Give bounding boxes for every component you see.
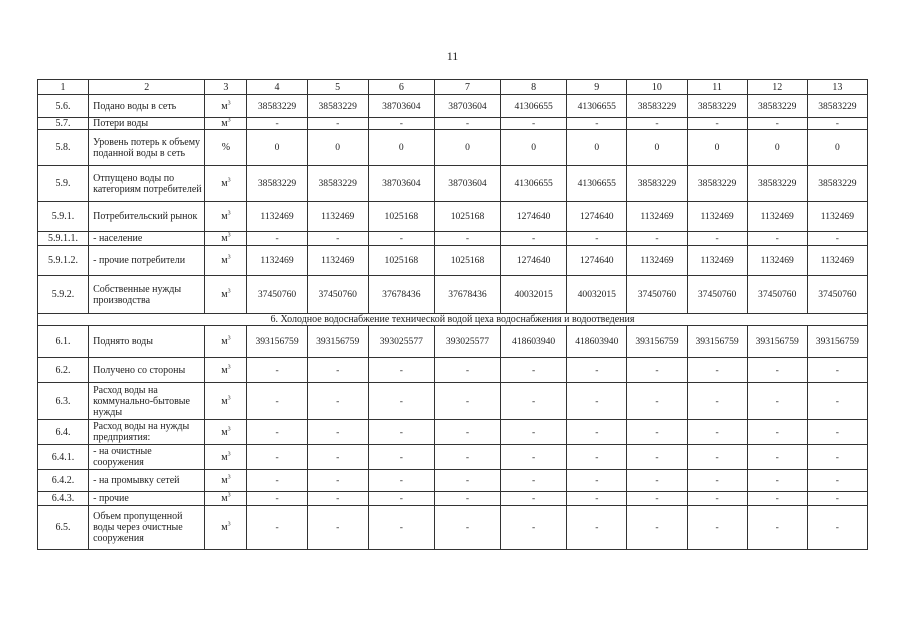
table-row	[38, 202, 868, 232]
unit-cell	[205, 420, 247, 445]
unit-exponent: 3	[227, 177, 231, 184]
value-cell: 0	[807, 130, 867, 166]
value-cell: 38583229	[627, 95, 687, 118]
value-cell: 0	[687, 130, 747, 166]
indicator-name: Отпущено воды по категориям потребителей	[89, 166, 205, 202]
value-cell: -	[501, 470, 567, 492]
value-cell: 0	[627, 130, 687, 166]
unit-cell	[205, 202, 247, 232]
value-cell: -	[434, 506, 500, 550]
table-row	[38, 506, 868, 550]
value-cell: 38583229	[747, 95, 807, 118]
unit-label: м	[221, 395, 228, 407]
page-number: 11	[446, 49, 459, 63]
row-number: 5.9.	[38, 166, 89, 202]
value-cell: 0	[747, 130, 807, 166]
value-cell: -	[434, 383, 500, 420]
header-cell: 4	[247, 80, 307, 95]
value-cell: -	[368, 506, 434, 550]
indicator-name: Получено со стороны	[89, 358, 205, 383]
header-cell: 9	[567, 80, 627, 95]
value-cell: -	[434, 445, 500, 470]
value-cell: -	[307, 445, 368, 470]
unit-exponent: 3	[227, 426, 231, 433]
value-cell: 1025168	[434, 202, 500, 232]
value-cell: 1274640	[567, 202, 627, 232]
table-row	[38, 326, 868, 358]
header-cell: 5	[307, 80, 368, 95]
value-cell: 38703604	[434, 95, 500, 118]
header-cell: 7	[434, 80, 500, 95]
indicator-name: - прочие	[89, 492, 205, 506]
value-cell: 1132469	[307, 246, 368, 276]
value-cell: 418603940	[567, 326, 627, 358]
table-row	[38, 232, 868, 246]
unit-label: м	[221, 336, 228, 347]
value-cell: -	[807, 118, 867, 130]
value-cell: -	[807, 358, 867, 383]
row-number: 5.9.1.1.	[38, 232, 89, 246]
indicator-name: - прочие потребители	[89, 246, 205, 276]
section-title: 6. Холодное водоснабжение технической водой цеха водоснабжения и водоотведения	[38, 314, 868, 326]
value-cell: -	[747, 470, 807, 492]
value-cell: -	[434, 118, 500, 130]
value-cell: -	[627, 506, 687, 550]
unit-exponent: 3	[227, 117, 231, 124]
value-cell: 393156759	[307, 326, 368, 358]
row-number: 5.8.	[38, 130, 89, 166]
value-cell: -	[687, 358, 747, 383]
value-cell: -	[307, 492, 368, 506]
value-cell: 40032015	[567, 276, 627, 314]
value-cell: 0	[247, 130, 307, 166]
value-cell: -	[434, 232, 500, 246]
row-number: 6.5.	[38, 506, 89, 550]
value-cell: 38583229	[307, 166, 368, 202]
value-cell: -	[247, 232, 307, 246]
value-cell: -	[567, 470, 627, 492]
row-number: 6.3.	[38, 383, 89, 420]
unit-cell	[205, 445, 247, 470]
value-cell: -	[247, 470, 307, 492]
value-cell: -	[501, 232, 567, 246]
value-cell: 393025577	[434, 326, 500, 358]
value-cell: 1025168	[368, 202, 434, 232]
value-cell: -	[501, 420, 567, 445]
unit-exponent: 3	[227, 100, 231, 107]
unit-label: %	[221, 142, 231, 153]
value-cell: 37450760	[247, 276, 307, 314]
value-cell: -	[368, 383, 434, 420]
value-cell: 0	[368, 130, 434, 166]
value-cell: 38583229	[807, 95, 867, 118]
value-cell: 418603940	[501, 326, 567, 358]
value-cell: 37450760	[687, 276, 747, 314]
unit-label: м	[221, 522, 228, 533]
value-cell: -	[747, 420, 807, 445]
value-cell: 1132469	[807, 202, 867, 232]
value-cell: 1132469	[687, 246, 747, 276]
value-cell: 1025168	[434, 246, 500, 276]
value-cell: -	[687, 506, 747, 550]
value-cell: -	[627, 232, 687, 246]
value-cell: -	[567, 506, 627, 550]
value-cell: -	[807, 470, 867, 492]
unit-label: м	[221, 178, 228, 189]
value-cell: -	[807, 492, 867, 506]
indicator-name: Собственные нужды производства	[89, 276, 205, 314]
unit-label: м	[221, 364, 228, 376]
unit-exponent: 3	[227, 474, 231, 481]
value-cell: 38583229	[307, 95, 368, 118]
unit-label: м	[221, 211, 228, 222]
value-cell: 1132469	[687, 202, 747, 232]
table-row	[38, 383, 868, 420]
value-cell: 1132469	[747, 246, 807, 276]
value-cell: -	[307, 383, 368, 420]
unit-label: м	[221, 233, 228, 244]
value-cell: 393156759	[747, 326, 807, 358]
unit-cell	[205, 276, 247, 314]
indicator-name: - на промывку сетей	[89, 470, 205, 492]
value-cell: -	[687, 232, 747, 246]
value-cell: 38703604	[368, 166, 434, 202]
unit-label: м	[221, 426, 228, 438]
value-cell: -	[434, 470, 500, 492]
value-cell: -	[307, 506, 368, 550]
table-row	[38, 492, 868, 506]
unit-label: м	[221, 100, 228, 112]
value-cell: 38583229	[247, 166, 307, 202]
value-cell: -	[807, 232, 867, 246]
value-cell: -	[434, 492, 500, 506]
value-cell: 38583229	[687, 95, 747, 118]
value-cell: 37450760	[307, 276, 368, 314]
value-cell: -	[627, 445, 687, 470]
indicator-name: Объем пропущенной воды через очистные сооружения	[89, 506, 205, 550]
value-cell: 393156759	[627, 326, 687, 358]
value-cell: 393156759	[807, 326, 867, 358]
value-cell: -	[307, 420, 368, 445]
value-cell: -	[687, 492, 747, 506]
row-number: 5.9.1.2.	[38, 246, 89, 276]
value-cell: -	[687, 470, 747, 492]
value-cell: -	[368, 232, 434, 246]
value-cell: 41306655	[567, 95, 627, 118]
value-cell: -	[747, 118, 807, 130]
value-cell: 41306655	[501, 95, 567, 118]
indicator-name: Расход воды на коммунально-бытовые нужды	[89, 383, 205, 420]
value-cell: -	[307, 232, 368, 246]
unit-cell	[205, 492, 247, 506]
value-cell: -	[247, 118, 307, 130]
value-cell: -	[567, 358, 627, 383]
value-cell: 0	[434, 130, 500, 166]
unit-cell	[205, 166, 247, 202]
value-cell: 393156759	[687, 326, 747, 358]
value-cell: -	[501, 118, 567, 130]
value-cell: 1132469	[807, 246, 867, 276]
value-cell: -	[567, 420, 627, 445]
table-row	[38, 246, 868, 276]
value-cell: -	[567, 232, 627, 246]
row-number: 6.1.	[38, 326, 89, 358]
value-cell: 393156759	[247, 326, 307, 358]
value-cell: -	[567, 383, 627, 420]
value-cell: -	[807, 445, 867, 470]
value-cell: -	[247, 358, 307, 383]
value-cell: -	[627, 492, 687, 506]
value-cell: -	[368, 492, 434, 506]
value-cell: 1132469	[247, 202, 307, 232]
value-cell: -	[247, 445, 307, 470]
unit-label: м	[221, 255, 228, 266]
unit-cell	[205, 383, 247, 420]
value-cell: -	[567, 492, 627, 506]
unit-cell	[205, 118, 247, 130]
value-cell: -	[247, 420, 307, 445]
indicator-name: Потери воды	[89, 118, 205, 130]
unit-cell	[205, 95, 247, 118]
indicator-name: Расход воды на нужды предприятия:	[89, 420, 205, 445]
value-cell: -	[501, 445, 567, 470]
unit-cell	[205, 506, 247, 550]
table-row	[38, 358, 868, 383]
unit-exponent: 3	[227, 335, 231, 342]
value-cell: 1274640	[501, 202, 567, 232]
value-cell: 38583229	[807, 166, 867, 202]
value-cell: -	[501, 383, 567, 420]
unit-exponent: 3	[227, 254, 231, 261]
value-cell: -	[247, 492, 307, 506]
value-cell: 1274640	[567, 246, 627, 276]
value-cell: 38703604	[368, 95, 434, 118]
value-cell: -	[307, 358, 368, 383]
value-cell: -	[501, 506, 567, 550]
value-cell: 1132469	[627, 202, 687, 232]
value-cell: -	[747, 506, 807, 550]
header-cell: 8	[501, 80, 567, 95]
indicator-name: - население	[89, 232, 205, 246]
table-row	[38, 130, 868, 166]
header-cell: 11	[687, 80, 747, 95]
value-cell: -	[807, 383, 867, 420]
table-row	[38, 420, 868, 445]
header-cell: 10	[627, 80, 687, 95]
value-cell: -	[307, 118, 368, 130]
table-row	[38, 445, 868, 470]
table-body	[38, 80, 868, 550]
indicator-name: Подано воды в сеть	[89, 95, 205, 118]
row-number: 5.9.2.	[38, 276, 89, 314]
value-cell: 1132469	[247, 246, 307, 276]
value-cell: -	[368, 445, 434, 470]
value-cell: -	[807, 420, 867, 445]
unit-label: м	[221, 289, 228, 300]
header-cell: 2	[89, 80, 205, 95]
value-cell: -	[627, 118, 687, 130]
unit-cell	[205, 358, 247, 383]
header-cell: 12	[747, 80, 807, 95]
value-cell: -	[747, 445, 807, 470]
value-cell: 37450760	[627, 276, 687, 314]
value-cell: -	[247, 383, 307, 420]
value-cell: 1025168	[368, 246, 434, 276]
value-cell: 38583229	[627, 166, 687, 202]
value-cell: 1132469	[307, 202, 368, 232]
value-cell: 38583229	[247, 95, 307, 118]
value-cell: 37450760	[747, 276, 807, 314]
value-cell: -	[501, 358, 567, 383]
value-cell: -	[567, 118, 627, 130]
unit-cell	[205, 246, 247, 276]
value-cell: -	[368, 470, 434, 492]
row-number: 6.4.1.	[38, 445, 89, 470]
unit-exponent: 3	[227, 232, 231, 239]
indicator-name: Потребительский рынок	[89, 202, 205, 232]
value-cell: 0	[307, 130, 368, 166]
section-row	[38, 314, 868, 326]
value-cell: 1132469	[627, 246, 687, 276]
value-cell: 393025577	[368, 326, 434, 358]
value-cell: 40032015	[501, 276, 567, 314]
header-cell: 1	[38, 80, 89, 95]
value-cell: 1132469	[747, 202, 807, 232]
value-cell: 1274640	[501, 246, 567, 276]
value-cell: -	[307, 470, 368, 492]
table-row	[38, 95, 868, 118]
value-cell: 37450760	[807, 276, 867, 314]
water-balance-table	[37, 79, 868, 550]
value-cell: 37678436	[368, 276, 434, 314]
header-cell: 13	[807, 80, 867, 95]
unit-label: м	[221, 475, 228, 486]
value-cell: 38583229	[747, 166, 807, 202]
unit-exponent: 3	[227, 288, 231, 295]
value-cell: -	[627, 420, 687, 445]
indicator-name: Поднято воды	[89, 326, 205, 358]
table-row	[38, 118, 868, 130]
value-cell: -	[627, 470, 687, 492]
table-row	[38, 276, 868, 314]
value-cell: 41306655	[567, 166, 627, 202]
value-cell: -	[747, 232, 807, 246]
value-cell: -	[627, 358, 687, 383]
unit-cell	[205, 130, 247, 166]
indicator-name: - на очистные сооружения	[89, 445, 205, 470]
value-cell: -	[807, 506, 867, 550]
value-cell: -	[434, 420, 500, 445]
header-cell: 6	[368, 80, 434, 95]
row-number: 5.7.	[38, 118, 89, 130]
unit-label: м	[221, 451, 228, 463]
value-cell: -	[434, 358, 500, 383]
value-cell: -	[247, 506, 307, 550]
value-cell: -	[368, 118, 434, 130]
unit-cell	[205, 232, 247, 246]
unit-label: м	[221, 118, 228, 129]
value-cell: 0	[567, 130, 627, 166]
table-row	[38, 470, 868, 492]
value-cell: -	[687, 383, 747, 420]
value-cell: -	[368, 420, 434, 445]
indicator-name: Уровень потерь к объему поданной воды в сеть	[89, 130, 205, 166]
row-number: 6.4.3.	[38, 492, 89, 506]
row-number: 6.4.2.	[38, 470, 89, 492]
unit-cell	[205, 326, 247, 358]
value-cell: -	[687, 445, 747, 470]
value-cell: 38583229	[687, 166, 747, 202]
unit-exponent: 3	[227, 395, 231, 402]
value-cell: -	[501, 492, 567, 506]
unit-exponent: 3	[227, 521, 231, 528]
value-cell: -	[747, 358, 807, 383]
value-cell: -	[627, 383, 687, 420]
header-cell: 3	[205, 80, 247, 95]
unit-cell	[205, 470, 247, 492]
row-number: 6.4.	[38, 420, 89, 445]
unit-exponent: 3	[227, 210, 231, 217]
unit-label: м	[221, 493, 228, 504]
unit-exponent: 3	[227, 364, 231, 371]
value-cell: -	[687, 420, 747, 445]
header-row	[38, 80, 868, 95]
value-cell: -	[567, 445, 627, 470]
unit-exponent: 3	[227, 451, 231, 458]
row-number: 5.9.1.	[38, 202, 89, 232]
row-number: 5.6.	[38, 95, 89, 118]
value-cell: 0	[501, 130, 567, 166]
unit-exponent: 3	[227, 492, 231, 499]
value-cell: -	[368, 358, 434, 383]
value-cell: -	[747, 383, 807, 420]
value-cell: 41306655	[501, 166, 567, 202]
value-cell: -	[687, 118, 747, 130]
value-cell: -	[747, 492, 807, 506]
value-cell: 37678436	[434, 276, 500, 314]
table-row	[38, 166, 868, 202]
row-number: 6.2.	[38, 358, 89, 383]
value-cell: 38703604	[434, 166, 500, 202]
